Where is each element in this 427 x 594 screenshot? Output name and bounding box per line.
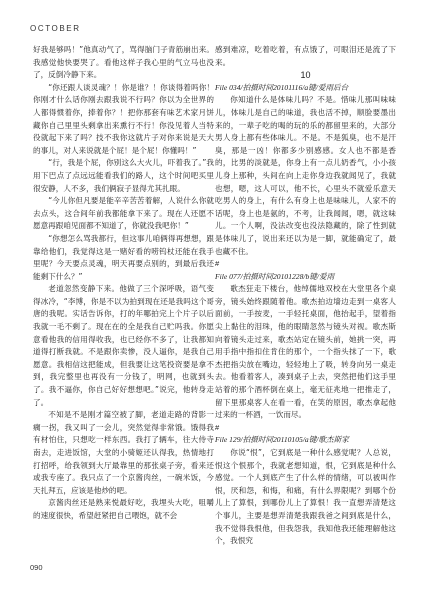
right-column (215, 44, 396, 548)
body-paragraph: 你说“恨”，它到底是一种什么感觉呢？人总说，恨这个恨那个，我就老想知道，恨，它到底是种什么感觉。一个人到底产生了什么样的情绪，可以被叫作恨，厌和怨，和悔，和痛，有什么界限呢？到哪个份儿上了算恨，到哪份儿上了算恨！我一直想弄清楚这个事儿，主要是想弄清楚我跟我爸之间到底是什么，我不觉得我恨他，但我怨我，我知他我还能理解他这个，我恨究 (215, 448, 396, 546)
body-paragraph: “你想怎么骂我都行，但这事儿咱俩得再想想，跟靠给他们，我觉得这是一赌好看的唠钨杖还能在我手里呢？今天要点灵魂，明天再要点别的，到最后我还能剩下什么？” (33, 233, 214, 281)
section-divider: # (215, 422, 220, 432)
body-paragraph: 老道忽然变静下来。他做了三个深呼吸，语气变得冰冷，“李博，你是不以为拍到现在还是我吗这个哥唐的我呢。实话告诉你，打的年哪拍完上个片子以后我就一毛不剩了。现在在的全是我自己贮吗我。你愿意看他我的信用得收我，也已经你不多了，让我都知道得打断我就。不是跟你卖惨，没人逼你，是我自己愿意。我相信这把能成，但我要让这笔投资要是拿不到，我完整里也再没有一分钱了，明网，也就到头了。我不逼你，你自己好好想想吧。”说完，他转身走了。 (33, 284, 214, 407)
body-paragraph: 你知道什么是体味儿吗？不是。惜味儿那叫味味儿，体味儿是自己的味道，我也活不掉，顺脸要墨出来的，一辈子吃的喝的玩的乐的都留里来的，大部分男人身上都有些体味儿。不是。不是狐臭，也不是汗臭，那是一凶！你都多少别感感。女人也不都是香的，比男的淡就是，你身上有一点儿奶香气，小小孩儿身上那种，头间在向上走你身边我就闻见了，我就也想，嗯，这人可以，他不长，心里头不就爱乐意天吃男人的身上，有什么有身上也是味味儿，人家不的话呢，身上也是氨的，不考，让我闻闻，嗯，就这味儿。一个人啊，没法改变也没法隐藏的，除了性到就是体味儿了，说出来还以为是一脚，就能确定了，最也藏不住。 (215, 95, 396, 256)
file-heading: File 034/拍摄时间20101116/a键/爱雨后台 (215, 82, 349, 92)
body-paragraph: “今儿你但凡要是能辛辛苦苦着解，人说什么你就去点头，这合间年前我都能拿下来了。现在人还愿不愿意再跟咱见面都不知道了，你就没我吧你！” (33, 196, 214, 231)
page-number: 090 (30, 563, 43, 572)
body-paragraph: 不知是不是刚才篇空被了脚，老道走路的背影一瘸一拐，我又叫了一会儿，突然觉得非常饿。饿得我有材怕住，只想吃一样东西。我打了辆车，往大侍寺南去，走进饭馆，大堂的小骑姬还认得我，热情地打打招呼，给我领到大厅最靠里的那张桌子旁，看来还或我专座了。我只点了一个京酱肉丝，一碗米饭，今天扎拜五，应该是他炒的吧。 (33, 410, 214, 495)
body-paragraph: 歌杰狂走下楼台，他绰儒地双校在大堂里各个桌旁，镜头始终跟随着他。歌杰拍边墙边走到一桌客人面前，一手按麦，一手轻托桌面，他抬起手，望着指尖上黏住的泪珠，他的眼睛忽然与镜头对视。歌杰斯向着镜头走过来，歌杰站定在镜头前，她挑一突，再用手指中指扣住肯住的那个，一个指头抹了一下，歌杰把指尖放在嘴边，轻轻地上了吸，转身向另一桌走去。他看着客人，凑到桌子上去，突然把他们这手里站着的那个酒杯倒在桌上，毫无征兆地一把推走了，留下里那桌客人在看一看，在笑的原因，歌杰拿起他过来的一杯酒，一饮而尽。 (215, 284, 396, 420)
file-heading: File 129/拍摄时间20110105/a键/歌杰斯家 (215, 435, 349, 445)
file-heading: File 077/拍摄时间20101228/b键/爱雨 (215, 271, 335, 281)
left-column (33, 44, 214, 523)
body-paragraph: 京酱肉丝还是熟来悦最好吃，我埋头大吃，咀嚼的速度很快，希望赶紧把自己喂饱，就不会 (33, 498, 214, 520)
section-divider: # (215, 259, 220, 269)
chapter-number: 10 (300, 70, 311, 81)
body-paragraph: 好我是够吗！”他真动气了，骂得脑门子青筋崩出来。我感觉他快要哭了。看他这样子我心里的气立马也没了，反倒冷静下来。 (33, 45, 214, 80)
running-header: OCTOBER (30, 24, 81, 33)
body-paragraph: 感到难凉，吃着吃着，有点饿了，可眼泪还是流了下来。 (215, 45, 396, 67)
body-paragraph: “你还跟人谈灵魂？！你是谁？！你谈得着吗你！你刚才什么话你刚去跟我说不行吗？你以为全世界的人都得惯着你，捧着你？！把你那套有味艺术家月饼藏你自己里里头剩拿出来熏行不行！你没见着人当特役就起下来了吗？技不我你这就片子对你来说是天大的事儿，对人来说就是个屁！是个屁！你懂吗！” (33, 82, 214, 155)
body-paragraph: “行，我是个屁，你别这么大火儿，吓着我了。”我用下巴点了点远远能看我们的路人，这个时间吧买里很安静，人不多，我们俩寂子显得尤其扎眼。 (33, 158, 214, 193)
